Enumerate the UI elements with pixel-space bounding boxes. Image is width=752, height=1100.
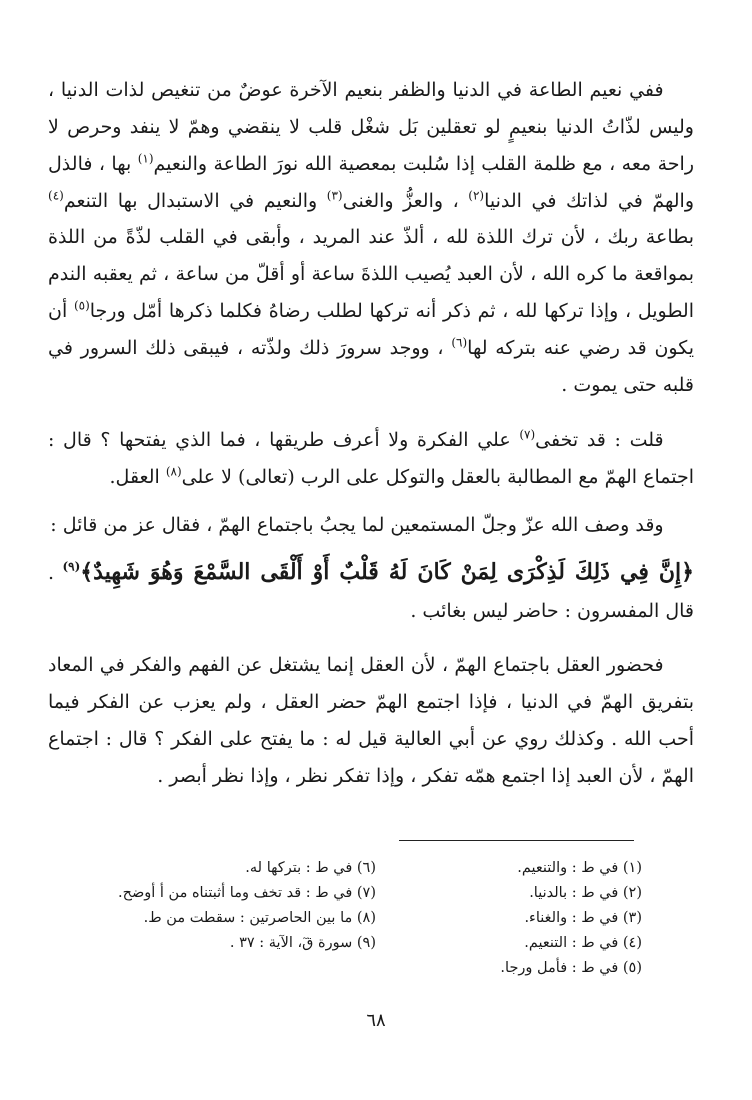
- footnote-1: (١) في ط : والتنعيم.: [517, 860, 642, 876]
- quran-verse: [48, 554, 694, 629]
- page-number: ٦٨: [366, 1010, 386, 1031]
- footnote-ref: (٥): [73, 298, 90, 313]
- footnotes: [70, 856, 642, 981]
- paragraph-3: وقد وصف الله عزّ وجلّ المستمعين لما يجبُ باجتماع الهمّ ، فقال عز من قائل :: [50, 514, 664, 537]
- footnote-5: (٥) في ط : فأمل ورجا.: [500, 959, 642, 976]
- footnote-ref: (٢): [468, 188, 485, 203]
- footnote-ref: (٧): [519, 427, 536, 442]
- paragraph-1: ففي نعيم الطاعة في الدنيا والظفر بنعيم الآخرة عوضٌ من تنغيص لذات الدنيا ، وليس لذّاتُ الدنيا بنعيمٍ لو تعقلين بَل شغْل قلب لا ينقضي وهمّ لا ينفد وحرص لا راحة معه ، مع ظلمة القلب إذا سُلبت بمعصية الله نورَ الطاعة والنعيم$^{(١)}$ بها ، فالذل والهمّ في لذاتك في الدنيا$^{(٢)}$ ، والعزُّ والغنى$^{(٣)}$ والنعيم في الاستبدال بها التنعم$^{(٤)}$ بطاعة ربك ، لأن ترك اللذة لله ، ألذّ عند المريد ، وأبقى في القلب لذّةً من اللذة بمواقعة ما كره الله ، لأن العبد يُصيب اللذةَ ساعة أو أقلّ من ساعة ، ثم يعقبه الندم الطويل ، وإذا تركها لله ، ثم ذكر أنه تركها لطلب رضاهُ فكلما ذكرها أمّل ورجا$^{(٥)}$ أن يكون قد رضي عنه بتركه لها$^{(٦)}$ ، ووجد سرورَ ذلك ولذّته ، فيبقى ذلك السرور في قلبه حتى يموت .: [48, 79, 694, 396]
- footnote-4: (٤) في ط : التنعيم.: [524, 934, 642, 951]
- footnote-ref: (٩): [62, 559, 81, 574]
- footnote-ref: (٣): [326, 188, 343, 203]
- main-text: [48, 72, 694, 795]
- footnote-7: (٧) في ط : قد تخف وما أثبتناه من أ أوضح.: [117, 884, 376, 901]
- paragraph-2: قلت : قد تخفى$^{(٧)}$ علي الفكرة ولا أعرف طريقها ، فما الذي يفتحها ؟ قال : اجتماع الهمّ مع المطالبة بالعقل والتوكل على الرب (تعالى) لا على$^{(٨)}$ العقل.: [48, 427, 694, 488]
- footnote-ref: (٦): [451, 335, 468, 350]
- footnote-3: (٣) في ط : والغناء.: [524, 909, 642, 926]
- footnote-6: (٦) في ط : بتركها له.: [245, 860, 376, 876]
- footnote-9: (٩) سورة قٓ، الآية : ٣٧ .: [229, 934, 376, 951]
- footnotes-left-column: [70, 856, 376, 981]
- footnote-ref: (٨): [165, 464, 182, 479]
- footnote-8: (٨) ما بين الحاصرتين : سقطت من ط.: [143, 909, 376, 926]
- footnotes-right-column: [412, 856, 642, 981]
- footnote-ref: (٤): [48, 188, 64, 203]
- paragraph-4: فحضور العقل باجتماع الهمّ ، لأن العقل إنما يشتغل عن الفهم والفكر في المعاد بتفريق الهمّ في الدنيا ، فإذا اجتمع الهمّ حضر العقل ، ولم يعزب عن الفكر فيما أحب الله . وكذلك روي عن أبي العالية قيل له : ما يفتح على الفكر ؟ قال : اجتماع الهمّ ، لأن العبد إذا اجتمع همّه تفكر ، وإذا تفكر نظر ، وإذا نظر أبصر .: [48, 654, 694, 787]
- footnote-divider: [399, 840, 634, 841]
- quran-text: ﴿إِنَّ فِي ذَلِكَ لَذِكْرَى لِمَنْ كَانَ لَهُ قَلْبٌ أَوْ أَلْقَى السَّمْعَ وَهُوَ شَهِيدٌ﴾: [80, 559, 694, 586]
- footnote-ref: (١): [137, 151, 154, 166]
- quran-commentary: . قال المفسرون : حاضر ليس بغائب .: [48, 562, 694, 622]
- footnote-2: (٢) في ط : بالدنيا.: [529, 884, 642, 901]
